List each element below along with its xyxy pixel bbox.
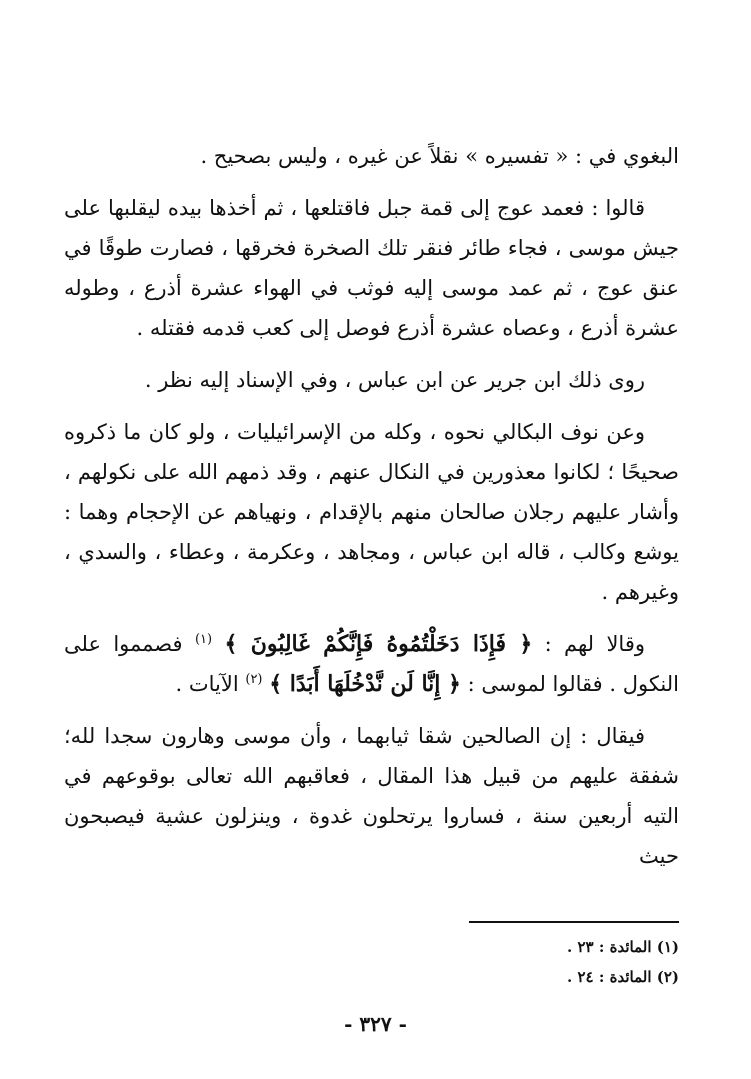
footnote-reference: (١): [194, 632, 213, 647]
paragraph: [64, 716, 679, 876]
paragraph: [64, 360, 679, 400]
footnote-divider: [469, 921, 679, 923]
paragraph-text: فيقال : إن الصالحين شقا ثيابهما ، وأن موسى وهارون سجدا لله؛ شفقة عليهم من قبيل هذا المقال ، فعاقبهم الله تعالى بوقوعهم في التيه أربعين سنة ، فساروا يرتحلون غدوة ، وينزلون عشية فيصبحون حيث: [64, 724, 679, 868]
footnote: (١) المائدة : ٢٣ .: [567, 938, 679, 956]
footnote-reference: (٢): [245, 672, 263, 687]
page-number: - ٣٢٧ -: [344, 1012, 407, 1036]
paragraph-text: البغوي في : « تفسيره » نقلاً عن غيره ، وليس بصحيح .: [200, 144, 679, 168]
paragraph-text: وقالا لهم :: [544, 632, 645, 656]
quran-verse: ﴿ فَإِذَا دَخَلْتُمُوهُ فَإِنَّكُمْ غَالِبُونَ ﴾: [224, 631, 533, 657]
paragraph-text: قالوا : فعمد عوج إلى قمة جبل فاقتلعها ، ثم أخذها بيده ليقلبها على جيش موسى ، فجاء طائر فنقر تلك الصخرة فخرقها ، فصارت طوقًا في عنق عوج ، ثم عمد موسى إليه فوثب في الهواء عشرة أذرع ، وطوله عشرة أذرع ، وعصاه عشرة أذرع فوصل إلى كعب قدمه فقتله .: [64, 196, 679, 340]
paragraph: [64, 412, 679, 612]
body-text: [64, 136, 679, 888]
paragraph: [64, 188, 679, 348]
footnotes: [279, 932, 679, 992]
paragraph-text: الآيات .: [175, 672, 239, 696]
footnote: (٢) المائدة : ٢٤ .: [567, 968, 679, 986]
paragraph-text: روى ذلك ابن جرير عن ابن عباس ، وفي الإسناد إليه نظر .: [144, 368, 645, 392]
paragraph-text: فصمموا على النكول . فقالوا لموسى :: [64, 632, 679, 696]
paragraph-text: وعن نوف البكالي نحوه ، وكله من الإسرائيليات ، ولو كان ما ذكروه صحيحًا ؛ لكانوا معذورين في النكال عنهم ، وقد ذمهم الله على نكولهم ، وأشار عليهم رجلان صالحان منهم بالإقدام ، ونهياهم عن الإحجام وهما : يوشع وكالب ، قاله ابن عباس ، ومجاهد ، وعكرمة ، وعطاء ، والسدي ، وغيرهم .: [64, 420, 679, 604]
quran-verse: ﴿ إِنَّا لَن نَّدْخُلَهَا أَبَدًا ﴾: [269, 671, 461, 697]
paragraph: [64, 624, 679, 704]
paragraph: [64, 136, 679, 176]
